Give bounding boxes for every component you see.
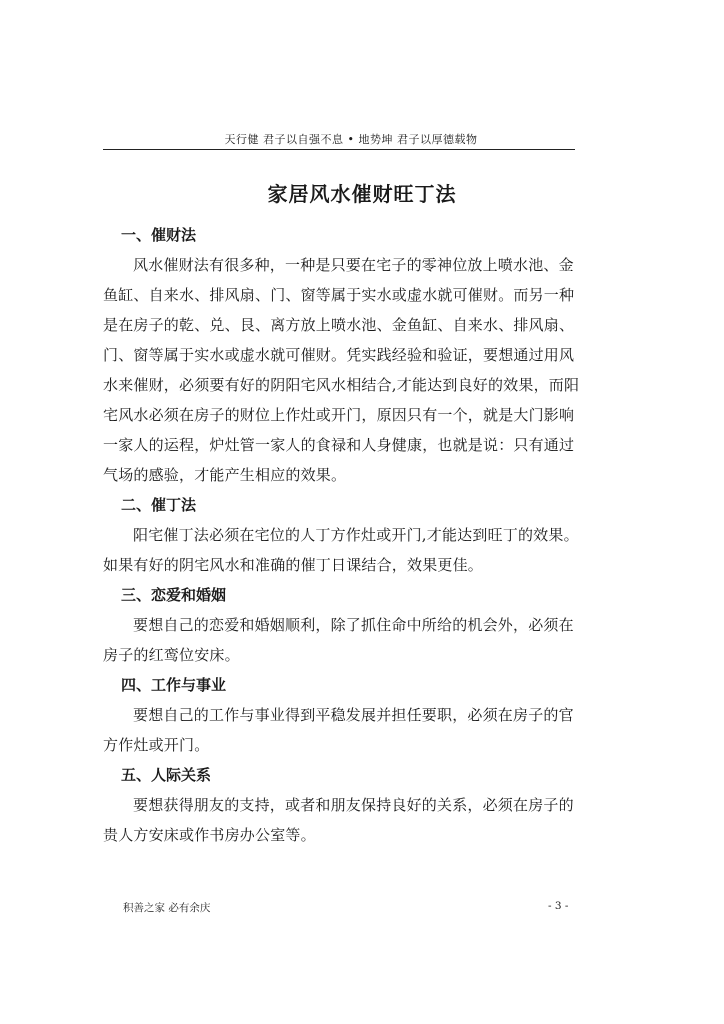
section-heading: 五、人际关系 <box>121 766 212 784</box>
section-heading: 三、恋爱和婚姻 <box>121 586 227 604</box>
page-title: 家居风水催财旺丁法 <box>267 182 457 206</box>
section-wealth <box>103 220 583 490</box>
paragraph: 要想获得朋友的支持，或者和朋友保持良好的关系，必须在房子的贵人方安床或作书房办公室等。 <box>103 796 574 844</box>
paragraph: 阳宅催丁法必须在宅位的人丁方作灶或开门,才能达到旺丁的效果。如果有好的阴宅风水和准确的催丁日课结合，效果更佳。 <box>103 526 579 574</box>
section-heading: 二、催丁法 <box>121 496 197 514</box>
section-work-career <box>103 670 583 760</box>
paragraph: 要想自己的恋爱和婚姻顺利，除了抓住命中所给的机会外，必须在房子的红鸾位安床。 <box>103 616 574 664</box>
paragraph: 风水催财法有很多种，一种是只要在宅子的零神位放上喷水池、金鱼缸、自来水、排风扇、门、窗等属于实水或虚水就可催财。而另一种是在房子的乾、兑、艮、离方放上喷水池、金鱼缸、自来水、排风扇、门、窗等属于实水或虚水就可催财。凭实践经验和验证，要想通过用风水来催财，必须要有好的阴阳宅风水相结合,才能达到良好的效果，而阳宅风水必须在房子的财位上作灶或开门，原因只有一个，就是大门影响一家人的运程，炉灶管一家人的食禄和人身健康，也就是说：只有通过气场的感验，才能产生相应的效果。 <box>103 256 580 484</box>
section-offspring <box>103 490 583 580</box>
running-header: 天行健 君子以自强不息 • 地势坤 君子以厚德载物 <box>224 133 478 146</box>
footer-motto: 积善之家 必有余庆 <box>123 902 211 914</box>
header-divider <box>103 149 575 150</box>
section-heading: 四、工作与事业 <box>121 676 227 694</box>
section-relationships <box>103 760 583 850</box>
page-number: - 3 - <box>548 900 569 912</box>
section-heading: 一、催财法 <box>121 226 197 244</box>
paragraph: 要想自己的工作与事业得到平稳发展并担任要职，必须在房子的官方作灶或开门。 <box>103 706 574 754</box>
section-love-marriage <box>103 580 583 670</box>
document-body <box>103 220 583 850</box>
